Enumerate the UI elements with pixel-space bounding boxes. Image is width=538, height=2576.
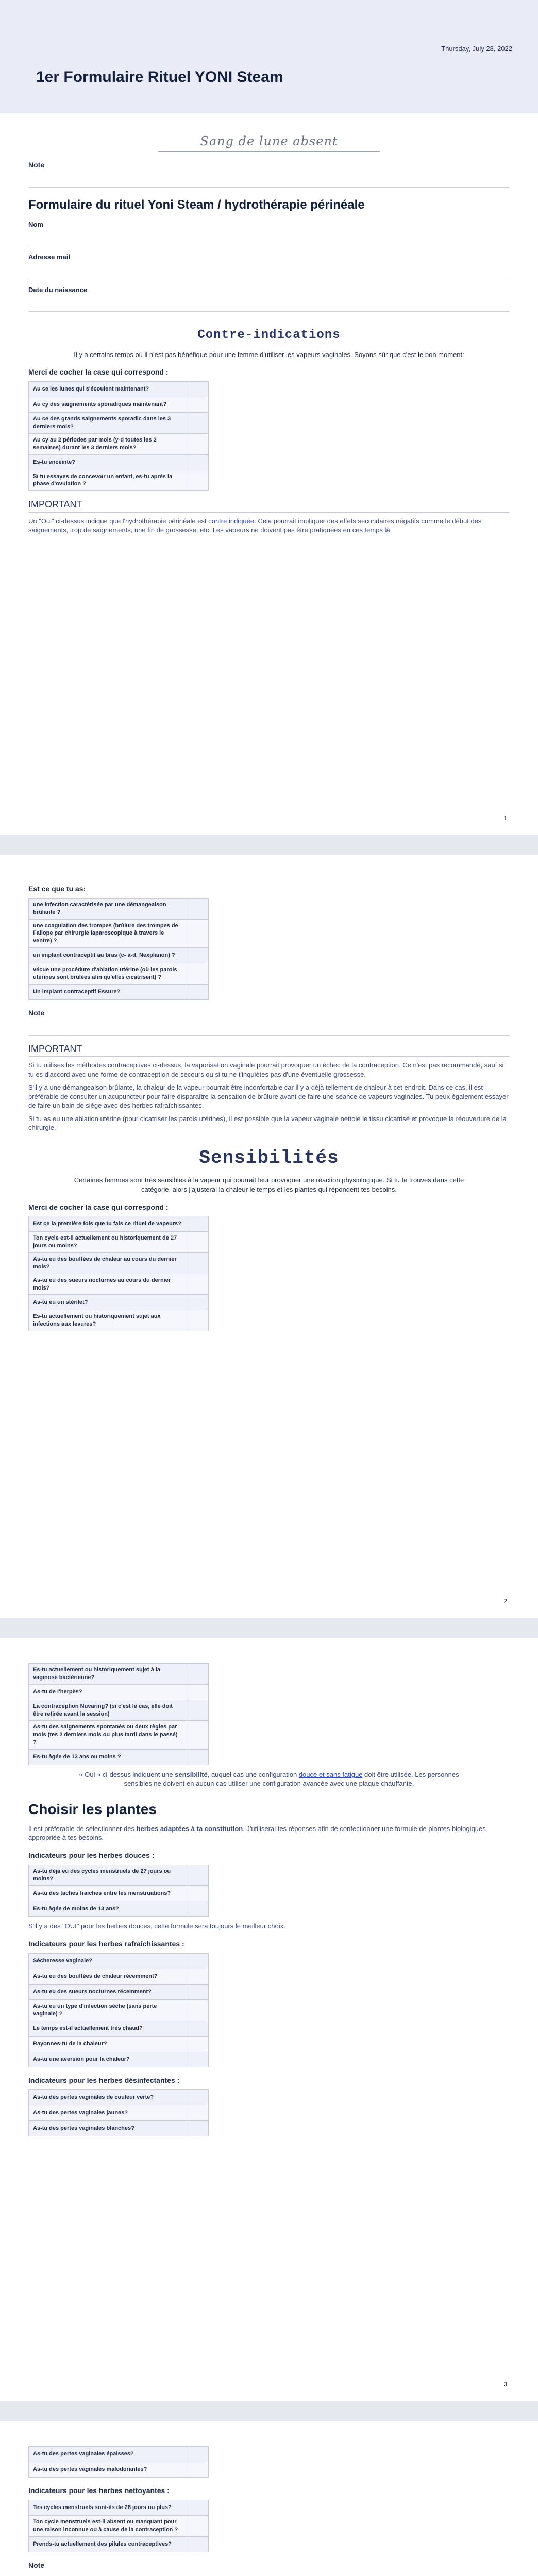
est-ce-label: Est ce que tu as: <box>28 885 86 893</box>
table-row: La contraception Nuvaring? (si c'est le cas, elle doit être retirée avant la session) <box>29 1700 209 1721</box>
note-field[interactable] <box>28 172 510 188</box>
nom-field[interactable] <box>28 231 510 246</box>
table-row: Au cy des saignements sporadiques maintenant? <box>29 397 209 413</box>
desinfectantes-heading: Indicateurs pour les herbes désinfectantes : <box>28 2076 180 2084</box>
douce-link[interactable]: douce et sans fatigue <box>298 1770 363 1778</box>
note-field[interactable] <box>28 2572 510 2576</box>
important-heading: IMPORTANT <box>28 498 510 512</box>
checkbox[interactable] <box>186 948 209 963</box>
checkbox[interactable] <box>186 382 209 397</box>
checkbox[interactable] <box>186 1969 209 1984</box>
table-row: As-tu déjà eu des cycles menstruels de 27 jours ou moins? <box>29 1865 209 1886</box>
checkbox[interactable] <box>186 1216 209 1232</box>
table-row: As-tu eu des sueurs nocturnes au cours du dernier mois? <box>29 1274 209 1295</box>
checkbox[interactable] <box>186 2021 209 2036</box>
page-gap <box>0 835 538 855</box>
table-row: As-tu une aversion pour la chaleur? <box>29 2052 209 2067</box>
checkbox[interactable] <box>186 413 209 434</box>
checkbox[interactable] <box>186 1310 209 1331</box>
page-1 <box>0 0 538 835</box>
checkbox[interactable] <box>186 2036 209 2052</box>
checkbox[interactable] <box>186 1232 209 1253</box>
plantes-title: Choisir les plantes <box>28 1801 157 1817</box>
desinfectantes-table <box>28 2089 209 2136</box>
table-row: Un implant contraceptif Essure? <box>29 984 209 999</box>
sensibilites-title: Sensibilités <box>199 1147 339 1168</box>
nom-label: Nom <box>28 220 43 228</box>
table-row: As-tu des pertes vaginales jaunes? <box>29 2105 209 2121</box>
table-row: As-tu eu des sueurs nocturnes récemment? <box>29 1984 209 1999</box>
douces-heading: Indicateurs pour les herbes douces : <box>28 1851 155 1859</box>
table-row: Est ce la première fois que tu fais ce rituel de vapeurs? <box>29 1216 209 1232</box>
checkbox[interactable] <box>186 919 209 948</box>
table-row: Si tu essayes de concevoir un enfant, es-tu après la phase d'ovulation ? <box>29 470 209 491</box>
checkbox[interactable] <box>186 1664 209 1685</box>
table-row: une coagulation des trompes (brûlure des trompes de Fallope par chirurgie laparoscopique à travers le ventre) ? <box>29 919 209 948</box>
table-row: As-tu des pertes vaginales de couleur verte? <box>29 2090 209 2105</box>
checkbox[interactable] <box>186 1886 209 1901</box>
important-text: Un "Oui" ci-dessus indique que l'hydrothérapie périnéale est contre indiquée. Cela pourrait impliquer des effets secondaires négatifs comme le début des saignements, trop de saignements, une fin de grossesse, etc. Les vapeurs ne doivent pas être pratiquées en ces temps là. <box>28 517 482 534</box>
plantes-text: Il est préférable de sélectionner des herbes adaptées à ta constitution. J'utiliserai tes réponses afin de confectionner une formule de plantes biologiques appropriée à tes besoins. <box>28 1824 486 1842</box>
contra-text: Il y a certains temps où il n'est pas bénéfique pour une femme d'utiliser les vapeurs vaginales. Soyons sûr que c'est le bon moment: <box>74 350 464 359</box>
sensibility-table <box>28 1216 209 1331</box>
checkbox[interactable] <box>186 470 209 491</box>
table-row: As-tu des pertes vaginales malodorantes? <box>29 2462 209 2478</box>
important-heading: IMPORTANT <box>28 1043 510 1057</box>
note-label: Note <box>28 1008 45 1017</box>
checkbox[interactable] <box>186 433 209 454</box>
table-row: As-tu des taches fraiches entre les menstruations? <box>29 1886 209 1901</box>
sensibilites-text: Certaines femmes sont très sensibles à la vapeur qui pourrait leur provoquer une réaction physiologique. Si tu te trouves dans cette catégorie, alors j'ajusterai la chaleur le temps et les plantes qui répondent tes besoins. <box>74 1176 464 1193</box>
table-row: Ton cycle est-il actuellement ou historiquement de 27 jours ou moins? <box>29 1232 209 1253</box>
checkbox[interactable] <box>186 984 209 999</box>
page-number: 3 <box>503 2380 507 2388</box>
page-4 <box>0 2421 538 2576</box>
page-3 <box>0 1638 538 2401</box>
table-row: Prends-tu actuellement des pilules contraceptives? <box>29 2536 209 2552</box>
checkbox[interactable] <box>186 2462 209 2478</box>
table-row: As-tu des pertes vaginales blanches? <box>29 2121 209 2136</box>
form-title: Formulaire du rituel Yoni Steam / hydrothérapie périnéale <box>28 198 365 212</box>
table-row: As-tu eu des bouffées de chaleur au cours du dernier mois? <box>29 1253 209 1274</box>
table-row: As-tu eu des bouffées de chaleur récemment? <box>29 1969 209 1984</box>
condition-table <box>28 1663 209 1765</box>
header-date: Thursday, July 28, 2022 <box>441 45 512 53</box>
table-row: un implant contraceptif au bras (c- à-d. Nexplanon) ? <box>29 948 209 963</box>
page-number: 1 <box>503 814 507 822</box>
oui-text: « Oui » ci-dessus indiquent une sensibilité, auquel cas une configuration douce et sans fatigue doit être utilisée. Les personnes sensibles ne doivent en aucun cas utiliser une configuration avancée avec une plaque chauffante. <box>79 1770 459 1788</box>
birthdate-label: Date du naissance <box>28 285 88 294</box>
note-label: Note <box>28 2561 45 2569</box>
checkbox[interactable] <box>186 1295 209 1310</box>
page-title: 1er Formulaire Rituel YONI Steam <box>36 69 283 86</box>
checkbox[interactable] <box>186 397 209 413</box>
pertes-table <box>28 2446 209 2478</box>
table-row: Rayonnes-tu de la chaleur? <box>29 2036 209 2052</box>
checkbox[interactable] <box>186 2052 209 2067</box>
checkbox[interactable] <box>186 1901 209 1917</box>
table-row: vécue une procédure d'ablation utérine (où les parois utérines sont brûlées afin qu'elles cicatrisent) ? <box>29 963 209 985</box>
checkbox[interactable] <box>186 2105 209 2121</box>
contra-title: Contre-indications <box>197 328 341 343</box>
table-row: Au ce les lunes qui s'écoulent maintenant? <box>29 382 209 397</box>
checkbox[interactable] <box>186 963 209 985</box>
table-row: Es-tu actuellement ou historiquement sujet aux infections aux levures? <box>29 1310 209 1331</box>
checkbox[interactable] <box>186 2090 209 2105</box>
email-label: Adresse mail <box>28 253 70 261</box>
page-gap <box>0 2401 538 2421</box>
table-row: Es-tu âgée de 13 ans ou moins ? <box>29 1749 209 1765</box>
checkbox[interactable] <box>186 2500 209 2515</box>
checkbox[interactable] <box>186 2515 209 2536</box>
birthdate-field[interactable] <box>28 296 510 312</box>
condition-table <box>28 898 209 1000</box>
checkbox[interactable] <box>186 1953 209 1969</box>
checkbox[interactable] <box>186 898 209 919</box>
rafraichissantes-heading: Indicateurs pour les herbes rafraîchissantes : <box>28 1940 184 1948</box>
page-number: 2 <box>503 1597 507 1605</box>
table-row: As-tu eu un type d'infection sèche (sans perte vaginale) ? <box>29 1999 209 2021</box>
checkbox[interactable] <box>186 2536 209 2552</box>
table-row: As-tu des pertes vaginales épaisses? <box>29 2447 209 2462</box>
table-row: As-tu de l'herpès? <box>29 1684 209 1700</box>
table-row: Sécheresse vaginale? <box>29 1953 209 1969</box>
email-field[interactable] <box>28 264 510 279</box>
header-band <box>0 0 538 113</box>
nettoyantes-heading: Indicateurs pour les herbes nettoyantes : <box>28 2486 170 2495</box>
page-gap <box>0 1618 538 1638</box>
checkbox[interactable] <box>186 1253 209 1274</box>
paragraph: Si tu utilises les méthodes contraceptives ci-dessus, la vaporisation vaginale pourrait provoquer un échec de la contraception. Ce n'est pas recommandé, sauf si tu es d'accord avec une forme de contraception de secours ou si tu ne t'inquiètes pas d'une éventuelle grossesse. <box>28 1061 504 1078</box>
douces-table <box>28 1865 209 1917</box>
rafraichissantes-table <box>28 1953 209 2067</box>
table-row: Tes cycles menstruels sont-ils de 28 jours ou plus? <box>29 2500 209 2515</box>
note-label: Note <box>28 161 45 170</box>
paragraph: S'il y a une démangeaison brûlante, la chaleur de la vapeur pourrait être inconfortable car il y a déjà tellement de chaleur à cet endroit. Dans ce cas, il est préférable de consulter un acupuncteur pour faire disparaître la sensation de brûlure avant de faire une séance de vapeurs vaginales. Tu peux également essayer de faire un bain de siège avec des herbes rafraîchissantes. <box>28 1083 509 1110</box>
table-row: une infection caractérisée par une démangeaison brûlante ? <box>29 898 209 919</box>
note-field[interactable] <box>28 1020 510 1036</box>
check-label: Merci de cocher la case qui correspond : <box>28 1202 169 1211</box>
checkbox[interactable] <box>186 1984 209 1999</box>
checkbox[interactable] <box>186 1749 209 1765</box>
contra-table <box>28 381 209 491</box>
checkbox[interactable] <box>186 1865 209 1886</box>
checkbox[interactable] <box>186 1700 209 1721</box>
nettoyantes-table <box>28 2500 209 2552</box>
checkbox[interactable] <box>186 454 209 470</box>
checkbox[interactable] <box>186 1684 209 1700</box>
paragraph: Si tu as eu une ablation utérine (pour cicatriser les parois utérines), il est possible que la vapeur vaginale nettoie le tissu cicatrisé et provoque la réouverture de la chirurgie. <box>28 1114 507 1132</box>
table-row: Es-tu âgée de moins de 13 ans? <box>29 1901 209 1917</box>
contra-link[interactable]: contre indiquée <box>208 517 255 525</box>
checkbox[interactable] <box>186 1721 209 1750</box>
table-row: Au cy au 2 périodes par mois (y-d toutes les 2 semaines) durant les 3 derniers mois? <box>29 433 209 454</box>
douces-note: S'il y a des "OUI" pour les herbes douces, cette formule sera toujours le meilleur choix. <box>28 1922 285 1930</box>
table-row: Es-tu enceinte? <box>29 454 209 470</box>
table-row: Le temps est-il actuellement très chaud? <box>29 2021 209 2036</box>
table-row: Au ce des grands saignements sporadic dans les 3 derniers mois? <box>29 413 209 434</box>
page-2 <box>0 855 538 1618</box>
checkbox[interactable] <box>186 1999 209 2021</box>
table-row: Ton cycle menstruels est-il absent ou manquant pour une raison inconnue ou à cause de la contraception ? <box>29 2515 209 2536</box>
table-row: As-tu des saignements spontanés ou deux règles par mois (tes 2 derniers mois ou plus tardi dans le passé) ? <box>29 1721 209 1750</box>
checkbox[interactable] <box>186 2447 209 2462</box>
script-title: Sang de lune absent <box>158 133 380 152</box>
table-row: As-tu eu un stérilet? <box>29 1295 209 1310</box>
check-label: Merci de cocher la case qui correspond : <box>28 368 169 377</box>
checkbox[interactable] <box>186 1274 209 1295</box>
table-row: Es-tu actuellement ou historiquement sujet à la vaginose bactérienne? <box>29 1664 209 1685</box>
checkbox[interactable] <box>186 2121 209 2136</box>
